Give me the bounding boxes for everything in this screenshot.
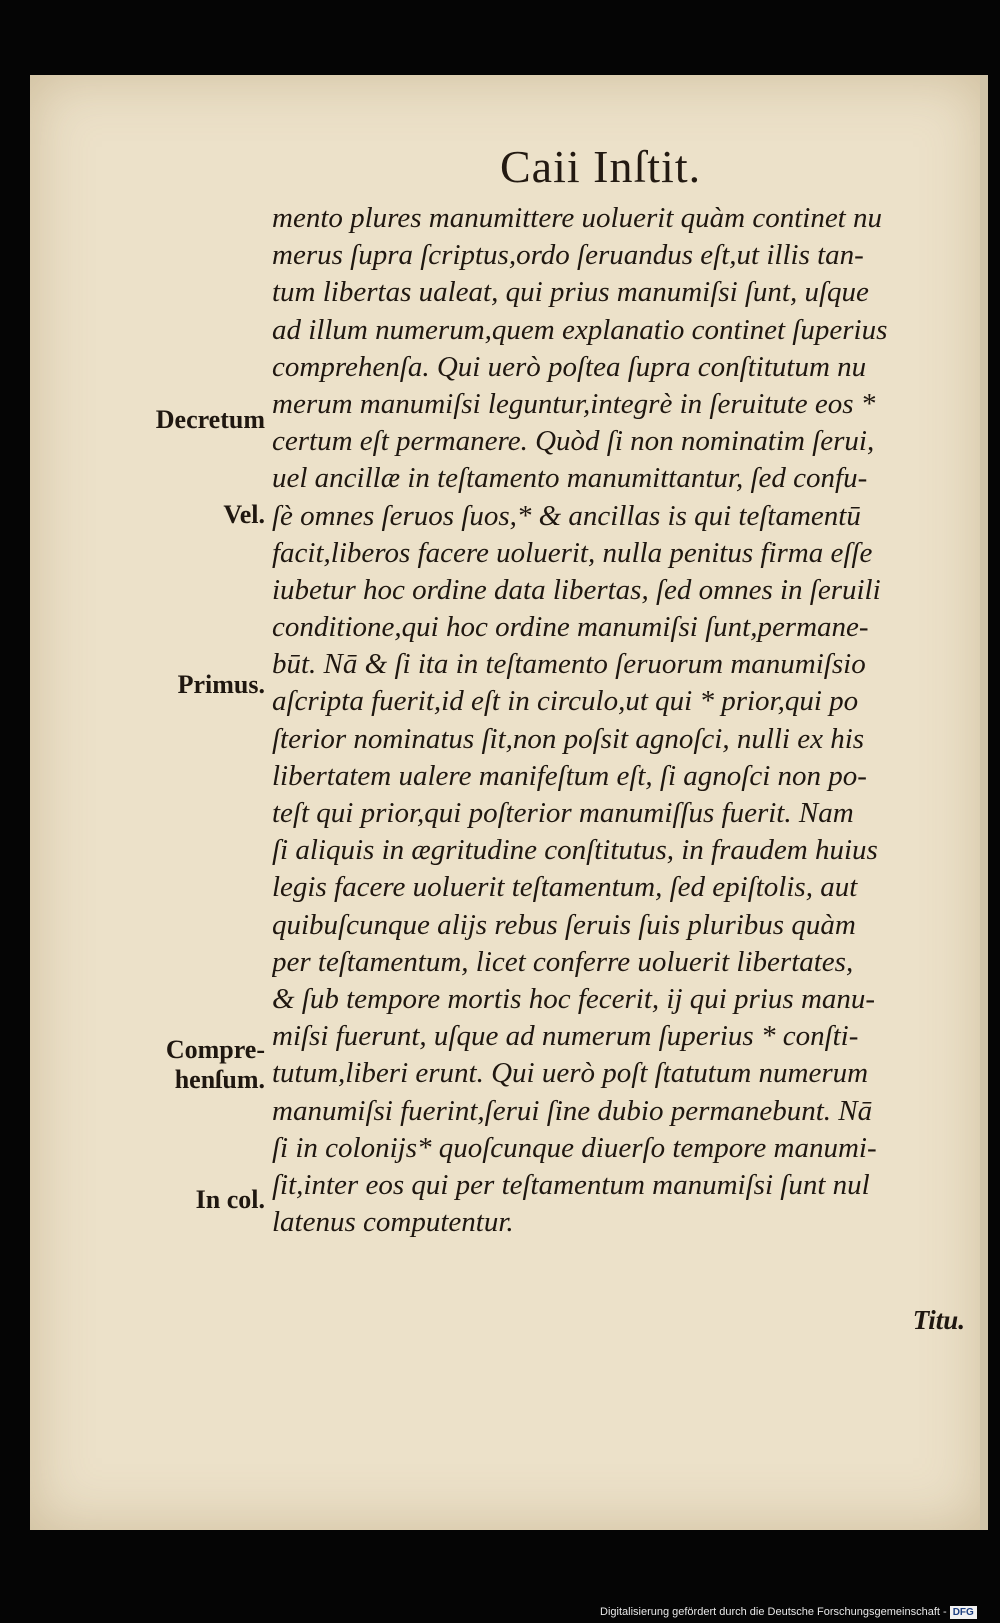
text-line: latenus computentur. [272, 1206, 514, 1239]
text-line: ſi aliquis in ægritudine conſtitutus, in fraudem huius [272, 834, 878, 867]
text-line: libertatem ualere manifeſtum eſt, ſi agnoſci non po- [272, 759, 867, 792]
marginal-note-vel: Vel. [223, 500, 265, 529]
running-header: Caii Inſtit. [500, 141, 702, 192]
text-line: comprehenſa. Qui uerò poſtea ſupra conſtitutum nu [272, 350, 867, 383]
marginal-note-decretum: Decretum [155, 405, 265, 434]
text-line: aſcripta fuerit,id eſt in circulo,ut qui * prior,qui po [272, 685, 859, 718]
text-line: per teſtamentum, licet conferre uoluerit libertates, [272, 945, 854, 978]
text-line: certum eſt permanere. Quòd ſi non nominatim ſerui, [272, 425, 875, 458]
text-line: iubetur hoc ordine data libertas, ſed omnes in ſeruili [272, 573, 881, 606]
marginal-note-in-col: In col. [195, 1185, 265, 1214]
text-line: ſterior nominatus ſit,non poſsit agnoſci, nulli ex his [272, 722, 865, 755]
digitization-credit [600, 1603, 998, 1621]
text-line: teſt qui prior,qui poſterior manumiſſus fuerit. Nam [272, 797, 854, 829]
dfg-logo: DFG [950, 1606, 977, 1619]
text-line: legis facere uoluerit teſtamentum, ſed epiſtolis, aut [272, 871, 858, 904]
text-line: ſit,inter eos qui per teſtamentum manumiſsi ſunt nul [272, 1168, 870, 1201]
text-line: tutum,liberi erunt. Qui uerò poſt ſtatutum numerum [272, 1057, 869, 1090]
text-line: conditione,qui hoc ordine manumiſsi ſunt,permane- [272, 611, 869, 644]
text-line: ſi in colonijs* quoſcunque diuerſo tempore manumi- [272, 1131, 877, 1164]
text-line: tum libertas ualeat, qui prius manumiſsi ſunt, uſque [272, 276, 869, 309]
text-line: quibuſcunque alijs rebus ſeruis ſuis pluribus quàm [272, 908, 856, 941]
text-line: merus ſupra ſcriptus,ordo ſeruandus eſt,ut illis tan- [272, 239, 864, 272]
text-line: & ſub tempore mortis hoc fecerit, ij qui prius manu- [272, 982, 876, 1015]
page-edge [980, 75, 988, 1530]
text-line: manumiſsi fuerint,ſerui ſine dubio permanebunt. Nā [272, 1094, 873, 1127]
text-line: ſè omnes ſeruos ſuos,* & ancillas is qui teſtamentū [272, 499, 861, 532]
marginal-note-primus: Primus. [177, 670, 265, 699]
credit-text: Digitalisierung gefördert durch die Deutsche Forschungsgemeinschaft - [600, 1606, 947, 1618]
text-line: merum manumiſsi leguntur,integrè in ſeruitute eos * [272, 387, 876, 420]
text-line: facit,liberos facere uoluerit, nulla penitus firma eſſe [272, 536, 873, 569]
body-text [272, 200, 972, 1241]
text-line: mento plures manumittere uoluerit quàm continet nu [272, 202, 882, 234]
marginal-note-comprehensum: Compre- henſum. [165, 1035, 265, 1094]
catchword: Titu. [912, 1305, 965, 1335]
text-line: būt. Nā & ſi ita in teſtamento ſeruorum manumiſsio [272, 648, 866, 681]
text-line: uel ancillæ in teſtamento manumittantur, ſed confu- [272, 462, 868, 495]
text-line: ad illum numerum,quem explanatio continet ſuperius [272, 313, 888, 346]
text-line: miſsi fuerunt, uſque ad numerum ſuperius * conſti- [272, 1020, 859, 1053]
